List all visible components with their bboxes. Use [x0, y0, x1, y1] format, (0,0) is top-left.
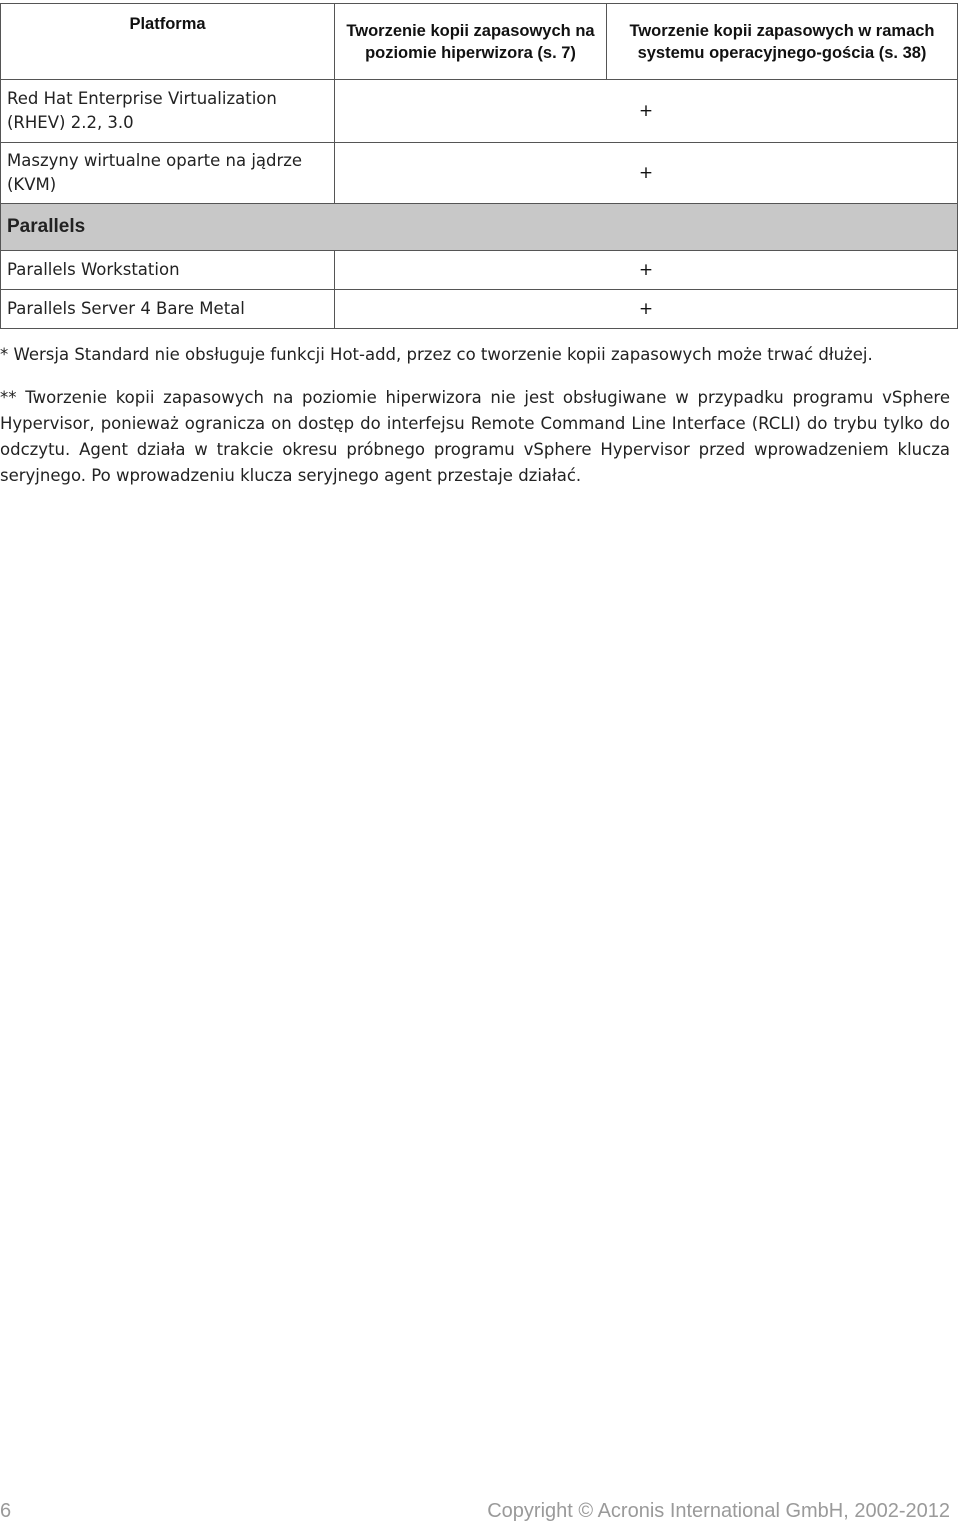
support-mark: + [335, 290, 958, 329]
column-header-guest-os-level: Tworzenie kopii zapasowych w ramach systemu operacyjnego-gościa (s. 38) [607, 4, 958, 80]
platform-name: Red Hat Enterprise Virtualization (RHEV) 2.2, 3.0 [1, 80, 335, 143]
support-mark: + [335, 80, 958, 143]
group-header-row [1, 204, 958, 251]
page-number: 6 [0, 1500, 12, 1522]
platform-name: Parallels Workstation [1, 251, 335, 290]
table-row [1, 251, 958, 290]
column-header-hypervisor-level: Tworzenie kopii zapasowych na poziomie hiperwizora (s. 7) [335, 4, 607, 80]
copyright-notice: Copyright © Acronis International GmbH, 2002-2012 [487, 1500, 950, 1522]
platform-name: Maszyny wirtualne oparte na jądrze (KVM) [1, 143, 335, 204]
footnote-vsphere-hypervisor: ** Tworzenie kopii zapasowych na poziomie hiperwizora nie jest obsługiwane w przypadku programu vSphere Hypervisor, ponieważ ogranicza on dostęp do interfejsu Remote Command Line Interface (RCLI) do trybu tylko do odczytu. Agent działa w trakcie okresu próbnego programu vSphere Hypervisor przed wprowadzeniem klucza seryjnego. Po wprowadzeniu klucza seryjnego agent przestaje działać. [0, 388, 950, 485]
platform-name: Parallels Server 4 Bare Metal [1, 290, 335, 329]
platform-support-table [0, 3, 958, 329]
support-mark: + [335, 143, 958, 204]
support-mark: + [335, 251, 958, 290]
table-row [1, 143, 958, 204]
column-header-platform: Platforma [1, 4, 335, 80]
group-title: Parallels [1, 204, 958, 251]
table-row [1, 290, 958, 329]
table-row [1, 80, 958, 143]
footnote-standard-edition: * Wersja Standard nie obsługuje funkcji Hot-add, przez co tworzenie kopii zapasowych może trwać dłużej. [0, 345, 873, 364]
table-header-row [1, 4, 958, 80]
